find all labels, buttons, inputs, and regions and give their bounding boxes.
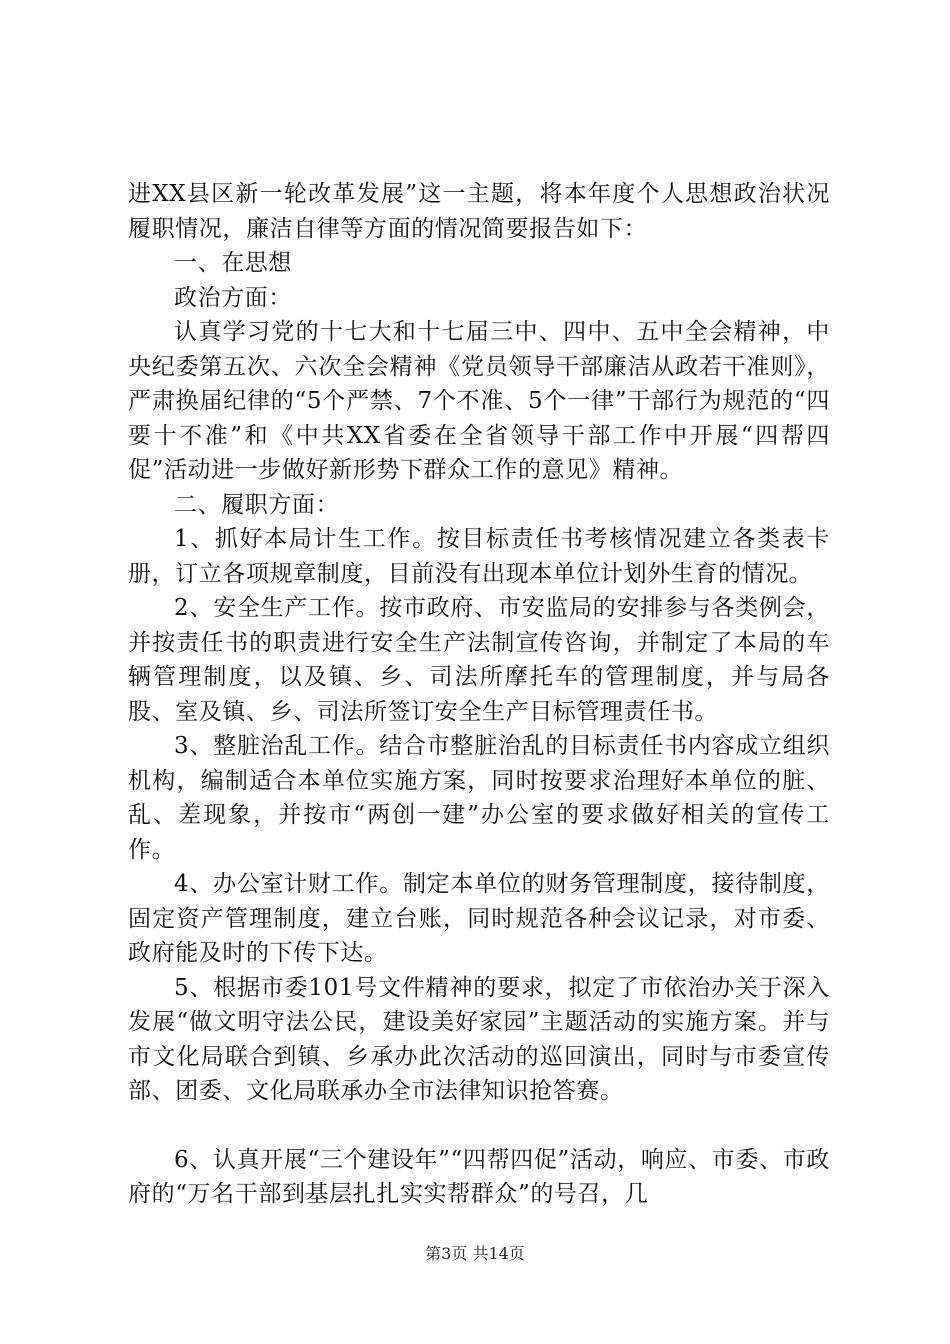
- paragraph-item-3: 3、整脏治乱工作。结合市整脏治乱的目标责任书内容成立组织机构，编制适合本单位实施方案，同时按要求治理好本单位的脏、乱、差现象，并按市“两创一建”办公室的要求做好相关的宣传工作。: [128, 733, 830, 863]
- paragraph-item-1: 1、抓好本局计生工作。按目标责任书考核情况建立各类表卡册，订立各项规章制度，目前没有出现本单位计划外生育的情况。: [128, 526, 830, 587]
- paragraph-item-6: 6、认真开展“三个建设年”“四帮四促”活动，响应、市委、市政府的“万名干部到基层扎扎实实帮群众”的号召，几: [128, 1146, 830, 1207]
- heading-duties: 二、履职方面：: [174, 491, 340, 518]
- heading-thought: 一、在思想: [174, 250, 292, 276]
- heading-political: 政治方面：: [174, 284, 292, 311]
- paragraph-study: 认真学习党的十七大和十七届三中、四中、五中全会精神，中央纪委第五次、六次全会精神《党员领导干部廉洁从政若干准则》，严肃换届纪律的“5个严禁、7个不准、5个一律”干部行为规范的“四要十不准”和《中共XX省委在全省领导干部工作中开展“四帮四促”活动进一步做好新形势下群众工作的意见》精神。: [128, 319, 830, 483]
- paragraph-item-4: 4、办公室计财工作。制定本单位的财务管理制度，接待制度，固定资产管理制度，建立台账，同时规范各种会议记录，对市委、政府能及时的下传下达。: [128, 871, 830, 966]
- page-footer: 第3页 共14页: [425, 1244, 525, 1263]
- paragraph-item-5: 5、根据市委101号文件精神的要求，拟定了市依治办关于深入发展“做文明守法公民，建设美好家园”主题活动的实施方案。并与市文化局联合到镇、乡承办此次活动的巡回演出，同时与市委宣传部、团委、文化局联承办全市法律知识抢答赛。: [128, 974, 830, 1104]
- paragraph-item-2: 2、安全生产工作。按市政府、市安监局的安排参与各类例会，并按责任书的职责进行安全生产法制宣传咨询，并制定了本局的车辆管理制度，以及镇、乡、司法所摩托车的管理制度，并与局各股、室及镇、乡、司法所签订安全生产目标管理责任书。: [128, 595, 830, 725]
- paragraph-intro: 进XX县区新一轮改革发展”这一主题，将本年度个人思想政治状况履职情况，廉洁自律等方面的情况简要报告如下：: [128, 181, 830, 242]
- body-text: [128, 177, 830, 1212]
- paragraph-gap: [128, 1109, 830, 1143]
